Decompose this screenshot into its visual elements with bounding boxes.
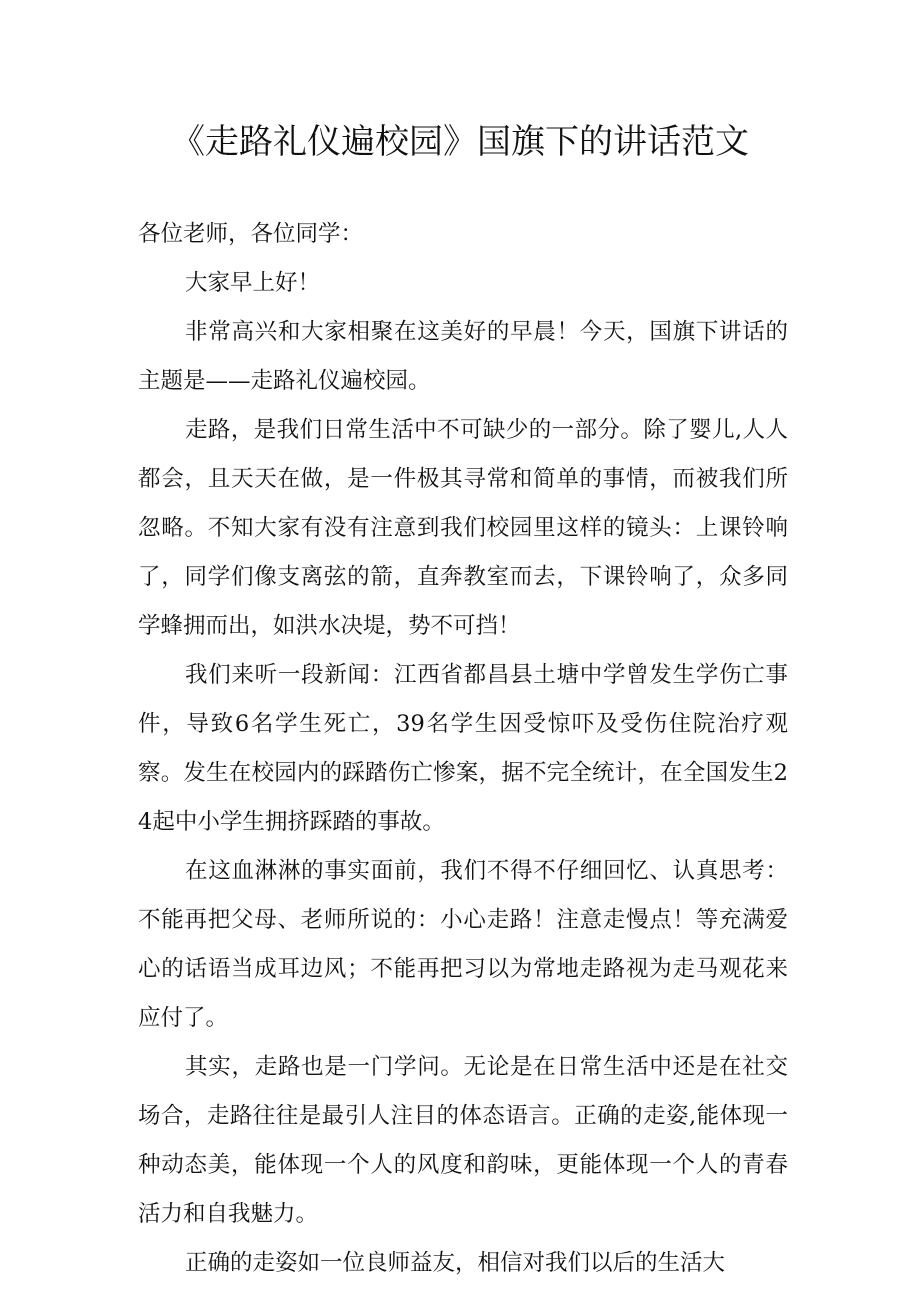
document-body [138,210,788,1288]
document-title: 《走路礼仪遍校园》国旗下的讲话范文 [171,122,749,162]
paragraph-news: 我们来听一段新闻：江西省都昌县土塘中学曾发生学伤亡事件，导致6名学生死亡，39名学生因受惊吓及受伤住院治疗观察。发生在校园内的踩踏伤亡惨案，据不完全统计，在全国发生24起中小学生拥挤踩踏的事故。 [138,662,788,835]
salutation: 各位老师，各位同学： [138,221,364,247]
paragraph-theme: 非常高兴和大家相聚在这美好的早晨！今天，国旗下讲话的主题是——走路礼仪遍校园。 [138,319,788,394]
paragraph-closing: 正确的走姿如一位良师益友，相信对我们以后的生活大 [185,1250,726,1276]
paragraph-greeting: 大家早上好！ [185,270,321,296]
paragraph-reflection: 在这血淋淋的事实面前，我们不得不仔细回忆、认真思考：不能再把父母、老师所说的：小心走路！注意走慢点！等充满爱心的话语当成耳边风；不能再把习以为常地走路视为走马观花来应付了。 [138,858,788,1031]
paragraph-walking: 走路，是我们日常生活中不可缺少的一部分。除了婴儿,人人都会，且天天在做，是一件极其寻常和简单的事情，而被我们所忽略。不知大家有没有注意到我们校园里这样的镜头：上课铃响了，同学们像支离弦的箭，直奔教室而去，下课铃响了，众多同学蜂拥而出，如洪水决堤，势不可挡！ [138,417,788,639]
paragraph-posture: 其实，走路也是一门学问。无论是在日常生活中还是在社交场合，走路往往是最引人注目的体态语言。正确的走姿,能体现一种动态美，能体现一个人的风度和韵味，更能体现一个人的青春活力和自我魅力。 [138,1054,788,1227]
